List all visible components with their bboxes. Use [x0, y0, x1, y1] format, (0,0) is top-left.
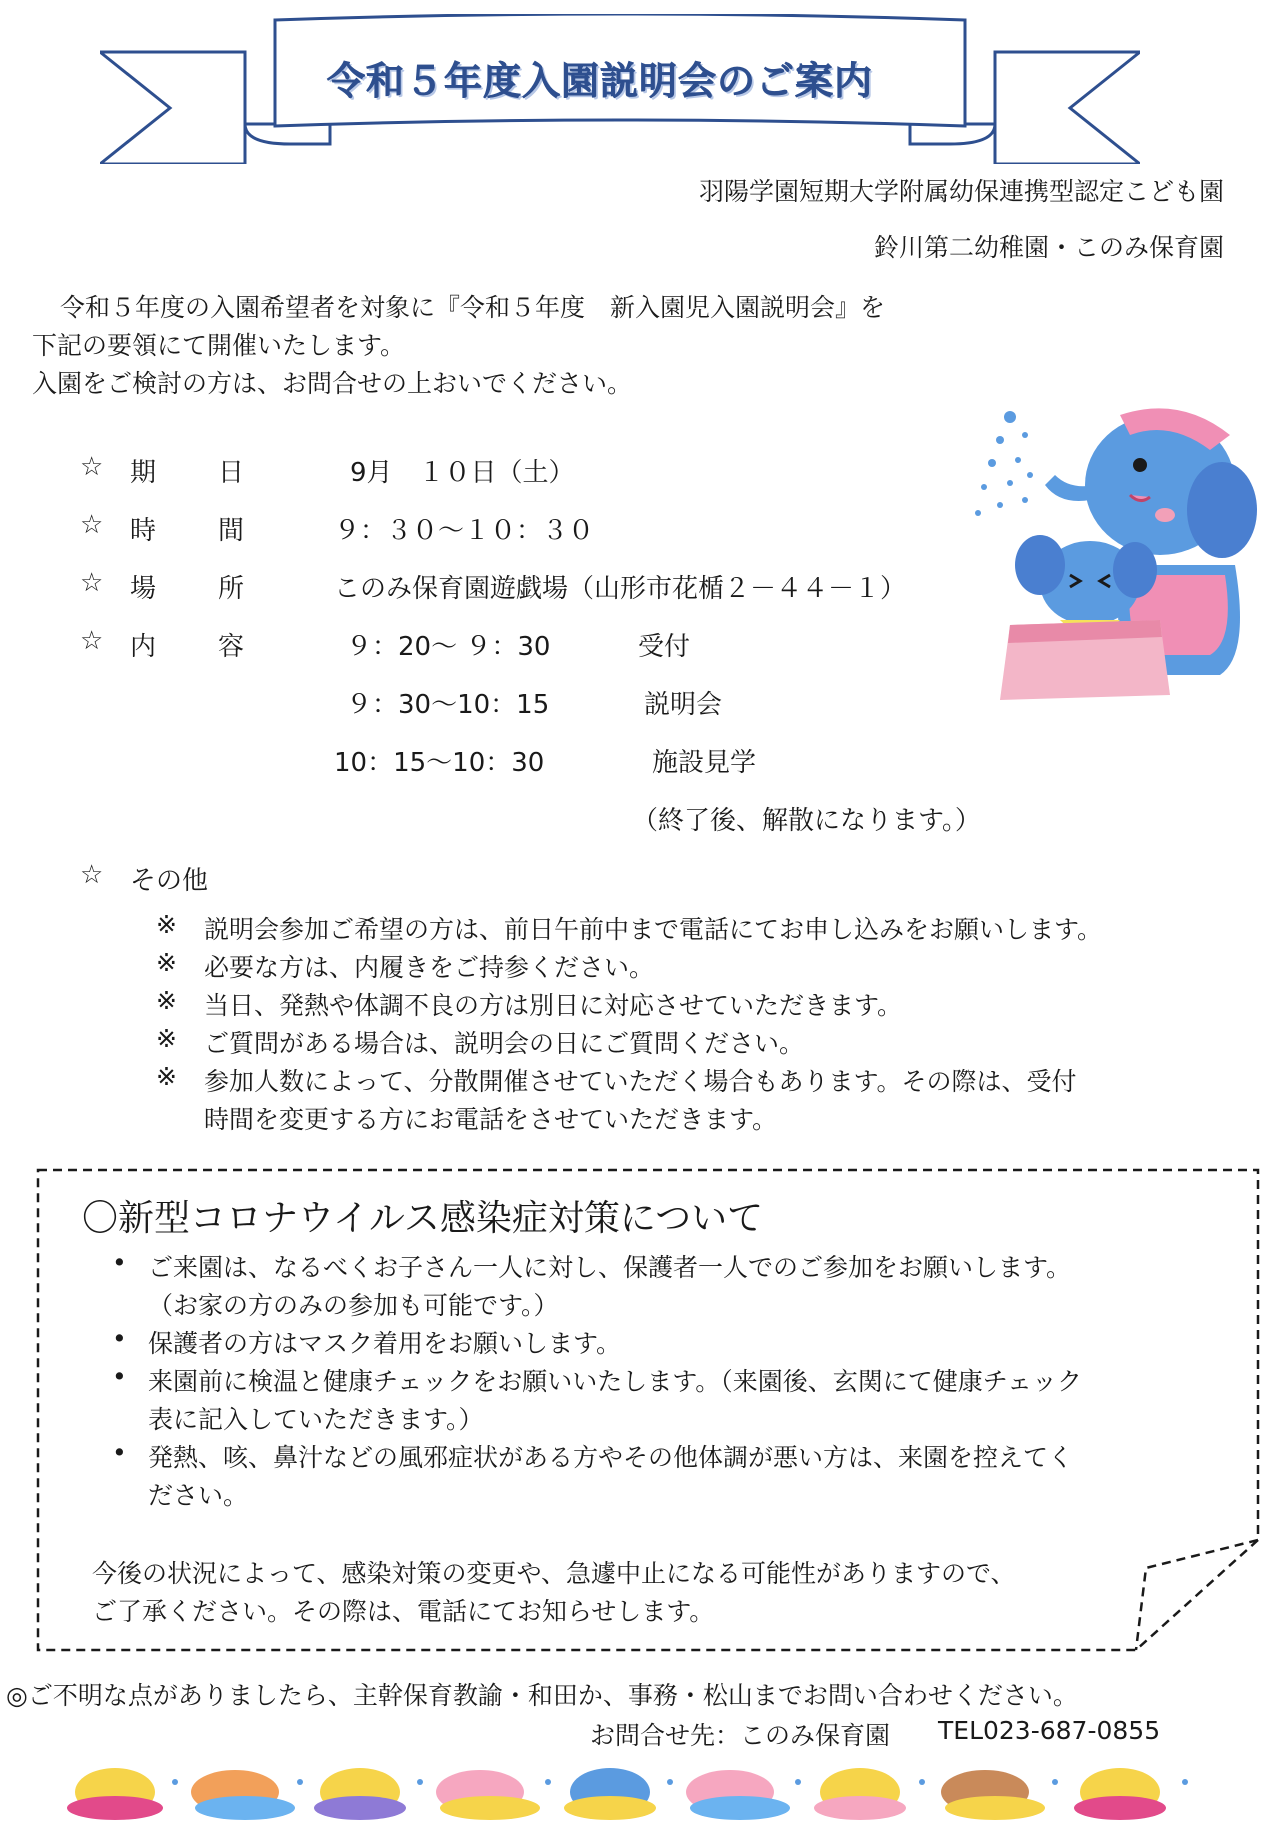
note-mark: ※	[156, 948, 177, 977]
page-title: 令和５年度入園説明会のご案内	[326, 59, 873, 103]
dismiss-note: （終了後、解散になります。）	[632, 806, 981, 836]
kindergarten-names: 鈴川第二幼稚園・このみ保育園	[873, 233, 1224, 262]
covid-item-continued: （お家の方のみの参加も可能です。）	[148, 1291, 559, 1320]
note-item: 説明会参加ご希望の方は、前日午前中まで電話にてお申し込みをお願いします。	[204, 915, 1103, 944]
star-icon: ☆	[80, 568, 104, 598]
covid-item-continued: ださい。	[148, 1481, 249, 1510]
time-value: ９：３０～１０：３０	[334, 516, 595, 546]
bullet-icon: •	[112, 1438, 127, 1467]
bullet-icon: •	[112, 1248, 127, 1277]
contact-note: ◎ご不明な点がありましたら、主幹保育教諭・和田か、事務・松山までお問い合わせください。	[6, 1681, 1078, 1710]
note-item: ご質問がある場合は、説明会の日にご質問ください。	[204, 1029, 805, 1058]
covid-closing-line-1: 今後の状況によって、感染対策の変更や、急遽中止になる可能性がありますので、	[92, 1559, 1016, 1588]
contact-tel: TEL023-687-0855	[938, 1716, 1161, 1745]
date-label-b: 日	[218, 458, 245, 488]
content-label-b: 容	[218, 632, 245, 662]
covid-section-title: 〇新型コロナウイルス感染症対策について	[82, 1198, 764, 1239]
schedule-time: 10：15～10：30	[334, 748, 545, 778]
star-icon: ☆	[80, 626, 104, 656]
note-item-continued: 時間を変更する方にお電話をさせていただきます。	[204, 1105, 778, 1134]
date-label-a: 期	[130, 458, 157, 488]
covid-item-continued: 表に記入していただきます。）	[148, 1405, 484, 1434]
time-label-b: 間	[218, 516, 245, 546]
bullet-icon: •	[112, 1324, 127, 1353]
elephant-mascot-illustration	[970, 405, 1260, 705]
date-value: 9月 １０日（土）	[350, 458, 575, 488]
star-icon: ☆	[80, 510, 104, 540]
star-icon: ☆	[80, 452, 104, 482]
star-icon: ☆	[80, 860, 104, 890]
note-item: 必要な方は、内履きをご持参ください。	[204, 953, 655, 982]
note-mark: ※	[156, 1024, 177, 1053]
organization-name: 羽陽学園短期大学附属幼保連携型認定こども園	[698, 177, 1224, 206]
time-label-a: 時	[130, 516, 157, 546]
schedule-item: 施設見学	[652, 748, 757, 778]
note-mark: ※	[156, 1062, 177, 1091]
covid-item: ご来園は、なるべくお子さん一人に対し、保護者一人でのご参加をお願いします。	[148, 1253, 1072, 1282]
covid-item: 発熱、咳、鼻汁などの風邪症状がある方やその他体調が悪い方は、来園を控えてく	[148, 1443, 1074, 1472]
place-value: このみ保育園遊戯場（山形市花楯２－４４－１）	[334, 574, 907, 604]
content-label-a: 内	[130, 632, 157, 662]
swimming-characters-decoration	[60, 1752, 1260, 1822]
note-mark: ※	[156, 986, 177, 1015]
schedule-item: 受付	[638, 632, 691, 662]
note-item: 参加人数によって、分散開催させていただく場合もあります。その際は、受付	[204, 1067, 1077, 1096]
covid-item: 来園前に検温と健康チェックをお願いいたします。（来園後、玄関にて健康チェック	[148, 1367, 1083, 1396]
intro-line-3: 入園をご検討の方は、お問合せの上おいでください。	[32, 369, 633, 398]
intro-line-2: 下記の要領にて開催いたします。	[32, 331, 406, 360]
schedule-item: 説明会	[644, 690, 723, 720]
other-label: その他	[130, 866, 209, 896]
covid-closing-line-2: ご了承ください。その際は、電話にてお知らせします。	[92, 1597, 715, 1626]
place-label-a: 場	[130, 574, 157, 604]
bullet-icon: •	[112, 1362, 127, 1391]
place-label-b: 所	[218, 574, 245, 604]
intro-line-1: 令和５年度の入園希望者を対象に『令和５年度 新入園児入園説明会』を	[60, 293, 886, 322]
schedule-time: ９：30～10：15	[346, 690, 550, 720]
note-item: 当日、発熱や体調不良の方は別日に対応させていただきます。	[204, 991, 903, 1020]
note-mark: ※	[156, 910, 177, 939]
schedule-time: ９：20～ ９：30	[346, 632, 551, 662]
covid-item: 保護者の方はマスク着用をお願いします。	[148, 1329, 622, 1358]
contact-label: お問合せ先：このみ保育園	[590, 1721, 891, 1750]
